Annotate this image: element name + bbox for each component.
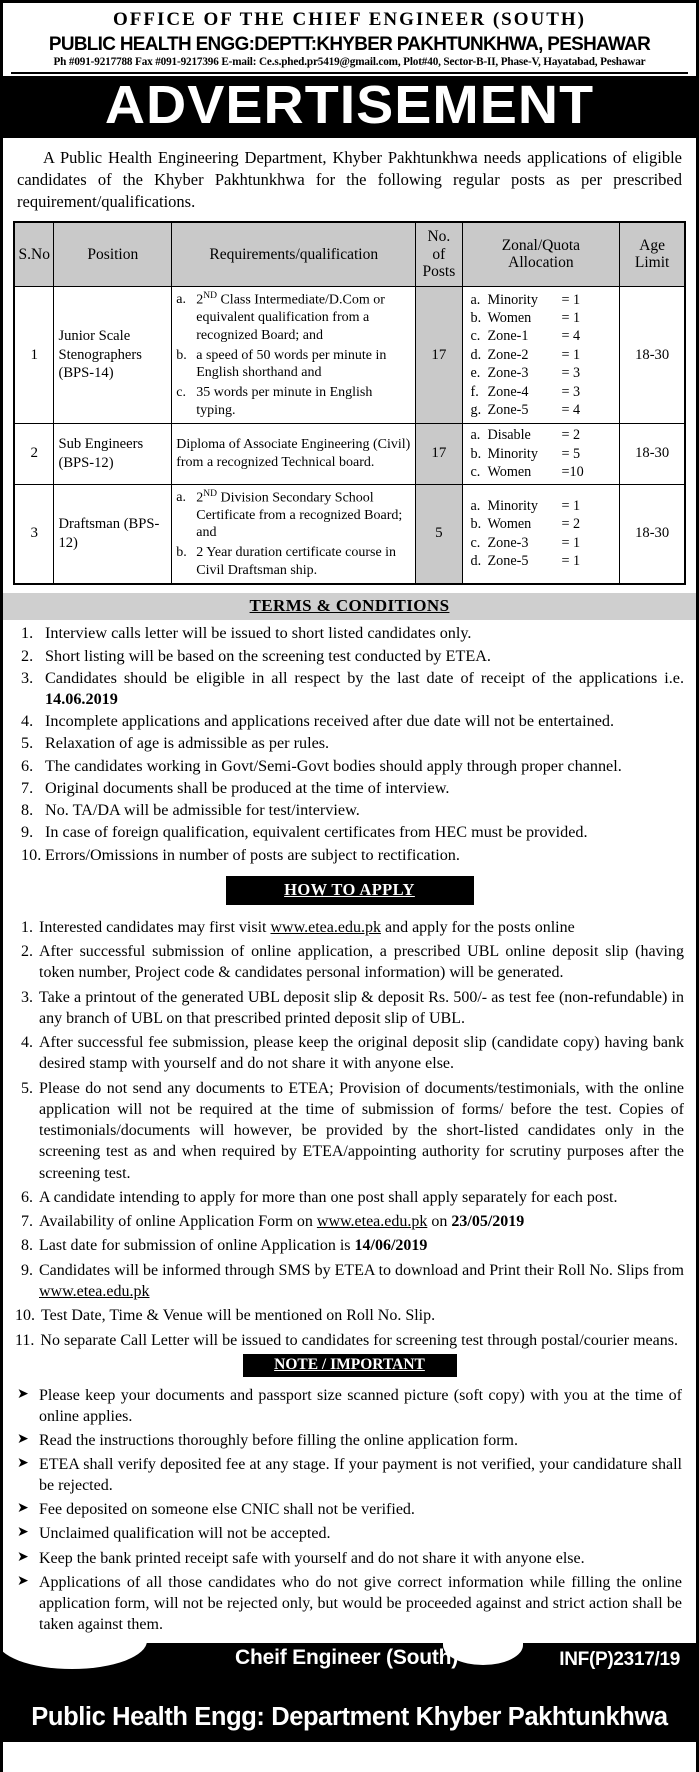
terms-item <box>15 668 684 710</box>
terms-item-number: 4. <box>21 712 34 731</box>
advertisement-banner-title: ADVERTISEMENT <box>104 74 595 135</box>
quota-name: Disable <box>487 427 531 444</box>
requirement-body: a speed of 50 words per minute in English shorthand and <box>196 347 387 381</box>
department-title: PUBLIC HEALTH ENGG:DEPTT:KHYBER PAKHTUNKHWA, PESHAWAR <box>48 32 651 55</box>
terms-item <box>15 845 684 866</box>
etea-website-link[interactable]: www.etea.edu.pk <box>270 918 381 936</box>
quota-name: Minority <box>487 498 538 515</box>
note-item <box>17 1572 682 1635</box>
requirement-body: 2ND Class Intermediate/D.Com or equivalent qualification from a recognized Board; and <box>196 291 385 344</box>
cell-requirements <box>172 287 416 424</box>
quota-row <box>467 534 616 552</box>
note-item-text: Please keep your documents and passport size scanned picture (soft copy) with you at the time of online applies. <box>39 1386 682 1425</box>
jobs-table <box>13 221 686 586</box>
quota-row <box>467 291 616 309</box>
apply-item <box>15 917 684 938</box>
terms-item-text: Incomplete applications and applications received after due date will not be entertained. <box>45 712 615 731</box>
terms-item-number: 5. <box>21 734 34 753</box>
quota-key: c. <box>470 464 481 481</box>
apply-item-text: After successful submission of online application, a prescribed UBL online deposit slip (having token number, Project code & candidates personal information) will be generated. <box>39 942 684 982</box>
ordinal-suffix: ND <box>203 291 217 302</box>
requirement-item <box>176 291 411 345</box>
requirement-marker: b. <box>176 347 187 363</box>
cell-sno: 1 <box>14 287 54 424</box>
quota-row <box>467 552 616 570</box>
arrow-bullet-icon: ➤ <box>17 1548 29 1565</box>
col-header-age <box>620 222 685 287</box>
jobs-table-head <box>14 222 685 287</box>
table-row <box>14 424 685 484</box>
quota-value: = 1 <box>561 553 581 570</box>
note-item <box>17 1523 682 1544</box>
cell-age-limit: 18-30 <box>620 424 685 484</box>
requirement-marker: b. <box>176 545 187 561</box>
terms-item-text: Interview calls letter will be issued to short listed candidates only. <box>45 624 472 643</box>
footer-bar <box>3 1699 696 1742</box>
col-header-zonal <box>462 222 620 287</box>
jobs-table-body <box>14 287 685 585</box>
apply-item-text: Availability of online Application Form on www.etea.edu.pk on 23/05/2019 <box>39 1213 525 1231</box>
apply-item-number: 9. <box>21 1261 33 1279</box>
terms-item <box>15 623 684 644</box>
ordinal-suffix: ND <box>203 488 217 499</box>
apply-item-number: 2. <box>21 942 33 960</box>
note-item <box>17 1499 682 1520</box>
quota-key: d. <box>470 553 482 570</box>
apply-item <box>15 1260 684 1303</box>
cell-zonal-quota <box>462 287 620 424</box>
table-row <box>14 287 685 424</box>
note-item <box>17 1548 682 1569</box>
col-header-zonal-l1: Zonal/Quota <box>501 236 581 254</box>
cell-position: Junior Scale Stenographers (BPS-14) <box>54 287 172 424</box>
arrow-bullet-icon: ➤ <box>17 1385 29 1402</box>
apply-item <box>15 1078 684 1184</box>
col-header-age-l2: Limit <box>634 254 670 272</box>
arrow-bullet-icon: ➤ <box>17 1455 29 1472</box>
quota-value: =10 <box>561 464 584 481</box>
quota-name: Women <box>487 516 532 533</box>
note-item-text: Fee deposited on someone else CNIC shall not be verified. <box>39 1501 415 1519</box>
quota-name: Zone-4 <box>487 383 529 400</box>
note-item <box>17 1454 682 1496</box>
quota-key: a. <box>470 427 481 444</box>
terms-item-text: In case of foreign qualification, equivalent certificates from HEC must be provided. <box>45 823 588 842</box>
terms-item-number: 8. <box>21 801 34 820</box>
quota-key: e. <box>470 365 481 382</box>
apply-item-number: 6. <box>21 1188 33 1206</box>
apply-item-number: 1. <box>21 918 33 936</box>
quota-row <box>467 497 616 515</box>
apply-item-number: 3. <box>21 988 33 1006</box>
quota-row <box>467 515 616 533</box>
note-item <box>17 1385 682 1427</box>
note-item-text: Keep the bank printed receipt safe with yourself and do not share it with anyone else. <box>39 1549 585 1567</box>
apply-item-number: 8. <box>21 1237 33 1255</box>
quota-row <box>467 346 616 364</box>
apply-item-date: 14/06/2019 <box>354 1237 428 1255</box>
inf-code: INF(P)2317/19 <box>559 1648 680 1670</box>
apply-item-text: After successful fee submission, please keep the original deposit slip (candidate copy) having bank desired stamp with yourself and do not share it with anyone else. <box>39 1034 684 1073</box>
terms-item-number: 9. <box>21 823 34 842</box>
quota-name: Zone-3 <box>487 365 529 382</box>
arrow-bullet-icon: ➤ <box>17 1572 29 1589</box>
terms-list <box>3 620 696 865</box>
terms-item <box>15 756 684 777</box>
apply-item-text: Take a printout of the generated UBL deposit slip & deposit Rs. 500/- as test fee (non-refundable) in any branch of UBL on that prescribed printed deposit slip of UBL. <box>39 988 684 1027</box>
apply-item-text: Test Date, Time & Venue will be mentioned on Roll No. Slip. <box>41 1307 436 1325</box>
requirement-body: 35 words per minute in English typing. <box>196 384 373 418</box>
terms-item-text: No. TA/DA will be admissible for test/interview. <box>45 801 360 820</box>
arrow-bullet-icon: ➤ <box>17 1430 29 1447</box>
col-header-position: Position <box>54 222 172 287</box>
note-item <box>17 1430 682 1451</box>
terms-item-number: 3. <box>21 668 34 687</box>
quota-key: f. <box>470 383 479 400</box>
terms-item-number: 1. <box>21 624 34 643</box>
requirement-marker: a. <box>176 292 186 308</box>
apply-item-date: 23/05/2019 <box>451 1213 525 1231</box>
terms-item-number: 7. <box>21 778 34 797</box>
apply-item-number: 10. <box>15 1307 35 1325</box>
jobs-table-wrapper <box>3 221 696 586</box>
requirement-item <box>176 489 411 543</box>
quota-key: d. <box>470 346 482 363</box>
footer-blob-left <box>3 1643 147 1669</box>
note-item-text: ETEA shall verify deposited fee at any stage. If your payment is not verified, your candidature shall be rejected. <box>39 1456 682 1495</box>
quota-row <box>467 426 616 444</box>
col-header-posts-l3: Posts <box>422 263 456 281</box>
cell-zonal-quota <box>462 484 620 584</box>
col-header-requirements: Requirements/qualification <box>172 222 416 287</box>
terms-item-text: Relaxation of age is admissible as per rules. <box>45 734 330 753</box>
apply-item <box>15 987 684 1030</box>
signature-bar <box>3 1643 696 1699</box>
apply-item-number: 5. <box>21 1079 33 1097</box>
table-row <box>14 484 685 584</box>
apply-item-text: Candidates will be informed through SMS by ETEA to download and Print their Roll No. Slips from www.etea.edu.pk <box>39 1261 684 1300</box>
etea-website-link[interactable]: www.etea.edu.pk <box>39 1282 150 1300</box>
cell-no-of-posts: 5 <box>416 484 462 584</box>
terms-item-number: 10. <box>21 845 42 864</box>
signature-text: Cheif Engineer (South) <box>235 1645 459 1669</box>
terms-item <box>15 778 684 799</box>
quota-value: = 3 <box>561 365 581 382</box>
col-header-age-l1: Age <box>639 236 666 254</box>
quota-value: = 1 <box>561 310 581 327</box>
quota-value: = 5 <box>561 445 581 462</box>
requirement-marker: a. <box>176 489 186 505</box>
apply-item-text: No separate Call Letter will be issued to candidates for screening test through postal/courier means. <box>40 1331 678 1349</box>
quota-value: = 2 <box>561 427 581 444</box>
quota-key: b. <box>470 310 482 327</box>
quota-value: = 1 <box>561 291 581 308</box>
terms-item <box>15 822 684 843</box>
quota-name: Women <box>487 310 532 327</box>
requirement-item <box>176 544 411 579</box>
terms-item-text: The candidates working in Govt/Semi-Govt bodies should apply through proper channel. <box>45 756 622 775</box>
note-item-text: Applications of all those candidates who do not give correct information while filling the online application form, will not be rejected only, but would be proceeded against and strict action shall be taken against them. <box>39 1573 682 1633</box>
quota-value: = 1 <box>561 346 581 363</box>
advertisement-banner <box>3 76 696 139</box>
cell-age-limit: 18-30 <box>620 287 685 424</box>
terms-item-date: 14.06.2019 <box>45 689 118 708</box>
apply-item-text: Interested candidates may first visit www.etea.edu.pk and apply for the posts online <box>39 918 575 936</box>
terms-item-number: 2. <box>21 646 34 665</box>
arrow-bullet-icon: ➤ <box>17 1500 29 1517</box>
requirement-body: 2ND Division Secondary School Certificate from a recognized Board; and <box>196 488 403 541</box>
terms-item-number: 6. <box>21 756 34 775</box>
note-important-heading: NOTE / IMPORTANT <box>274 1355 425 1373</box>
apply-item-number: 11. <box>15 1331 35 1349</box>
terms-item <box>15 646 684 667</box>
note-item-text: Read the instructions thoroughly before filling the online application form. <box>39 1431 518 1449</box>
quota-row <box>467 309 616 327</box>
cell-requirements <box>172 424 416 484</box>
terms-item-text: Errors/Omissions in number of posts are subject to rectification. <box>45 845 460 864</box>
quota-row <box>467 383 616 401</box>
apply-item-number: 7. <box>21 1213 33 1231</box>
etea-website-link[interactable]: www.etea.edu.pk <box>316 1213 428 1231</box>
requirement-item <box>176 384 411 419</box>
cell-sno: 2 <box>14 424 54 484</box>
requirement-body: 2 Year duration certificate course in Civil Draftsman ship. <box>196 545 397 578</box>
cell-age-limit: 18-30 <box>620 484 685 584</box>
terms-item <box>15 733 684 754</box>
how-to-apply-list <box>3 914 696 1351</box>
quota-value: = 1 <box>561 498 581 515</box>
quota-row <box>467 401 616 419</box>
table-header-row <box>14 222 685 287</box>
apply-item-text: Last date for submission of online Application is 14/06/2019 <box>39 1237 428 1255</box>
quota-key: a. <box>470 291 481 308</box>
quota-value: = 1 <box>561 534 581 551</box>
col-header-posts-l2: of <box>432 245 446 263</box>
col-header-posts <box>416 222 462 287</box>
terms-heading: TERMS & CONDITIONS <box>249 596 450 616</box>
quota-row <box>467 327 616 345</box>
quota-name: Zone-1 <box>487 328 529 345</box>
quota-value: = 2 <box>561 516 581 533</box>
terms-item <box>15 800 684 821</box>
quota-key: b. <box>470 445 482 462</box>
quota-key: c. <box>470 534 481 551</box>
requirement-item <box>176 347 411 382</box>
col-header-zonal-l2: Allocation <box>508 254 574 272</box>
quota-key: a. <box>470 498 481 515</box>
cell-no-of-posts: 17 <box>416 424 462 484</box>
col-header-posts-l1: No. <box>427 227 451 245</box>
apply-item-text: Please do not send any documents to ETEA; Provision of documents/testimonials, with the online application will not be required at the time of submission of forms/ before the test. Copies of testimonials/documents will however, be provided by the short-listed candidates only in the screening test as and when required by ETEA/appointing authority for scrutiny purposes after the screening test. <box>39 1079 684 1182</box>
cell-requirements <box>172 484 416 584</box>
cell-zonal-quota <box>462 424 620 484</box>
terms-heading-band <box>3 593 696 620</box>
quota-key: c. <box>470 328 481 345</box>
quota-key: g. <box>470 402 482 419</box>
requirement-marker: c. <box>176 384 186 400</box>
quota-key: b. <box>470 516 482 533</box>
terms-item-text: Original documents shall be produced at the time of interview. <box>45 778 450 797</box>
contact-line: Ph #091-9217788 Fax #091-9217396 E-mail: Ce.s.phed.pr5419@gmail.com, Plot#40, Sector-B-II, Phase-V, Hayatabad, Peshawar <box>11 56 688 73</box>
requirement-text: Diploma of Associate Engineering (Civil) from a recognized Technical board. <box>176 437 411 470</box>
note-important-heading-band <box>243 1354 457 1377</box>
quota-value: = 3 <box>561 383 581 400</box>
cell-position: Sub Engineers (BPS-12) <box>54 424 172 484</box>
terms-item-text: Short listing will be based on the screening test conducted by ETEA. <box>45 646 491 665</box>
cell-sno: 3 <box>14 484 54 584</box>
terms-item-text: Candidates should be eligible in all respect by the last date of receipt of the applications i.e. 14.06.2019 <box>45 668 684 708</box>
cell-no-of-posts: 17 <box>416 287 462 424</box>
apply-item <box>15 941 684 984</box>
how-to-apply-heading: HOW TO APPLY <box>284 879 415 899</box>
col-header-sno: S.No <box>14 222 54 287</box>
quota-value: = 4 <box>561 402 581 419</box>
office-title: OFFICE OF THE CHIEF ENGINEER (SOUTH) <box>113 9 586 30</box>
quota-row <box>467 445 616 463</box>
masthead <box>3 0 696 74</box>
quota-name: Zone-5 <box>487 553 529 570</box>
quota-name: Minority <box>487 445 538 462</box>
quota-name: Zone-2 <box>487 346 529 363</box>
apply-item-number: 4. <box>21 1034 33 1052</box>
note-item-text: Unclaimed qualification will not be accepted. <box>39 1525 331 1543</box>
footer-department-line: Public Health Engg: Department Khyber Pakhtunkhwa <box>31 1702 668 1731</box>
quota-name: Zone-3 <box>487 534 529 551</box>
quota-name: Zone-5 <box>487 402 529 419</box>
quota-row <box>467 364 616 382</box>
apply-item <box>15 1032 684 1075</box>
arrow-bullet-icon: ➤ <box>17 1524 29 1541</box>
intro-paragraph: A Public Health Engineering Department, Khyber Pakhtunkhwa needs applications of eligible candidates of the Khyber Pakhtunkhwa for the following regular posts as per prescribed requirement/qualifications. <box>17 148 682 211</box>
cell-position: Draftsman (BPS-12) <box>54 484 172 584</box>
note-important-list <box>3 1383 696 1635</box>
quota-value: = 4 <box>561 328 581 345</box>
quota-name: Women <box>487 464 532 481</box>
quota-row <box>467 463 616 481</box>
terms-item <box>15 711 684 732</box>
quota-name: Minority <box>487 291 538 308</box>
apply-item <box>15 1235 684 1256</box>
apply-item <box>15 1211 684 1232</box>
apply-item <box>15 1330 684 1351</box>
apply-item <box>15 1305 684 1326</box>
apply-item <box>15 1187 684 1208</box>
apply-item-text: A candidate intending to apply for more than one post shall apply separately for each post. <box>39 1188 618 1206</box>
footer-zone <box>3 1643 696 1742</box>
how-to-apply-heading-band <box>226 876 474 905</box>
